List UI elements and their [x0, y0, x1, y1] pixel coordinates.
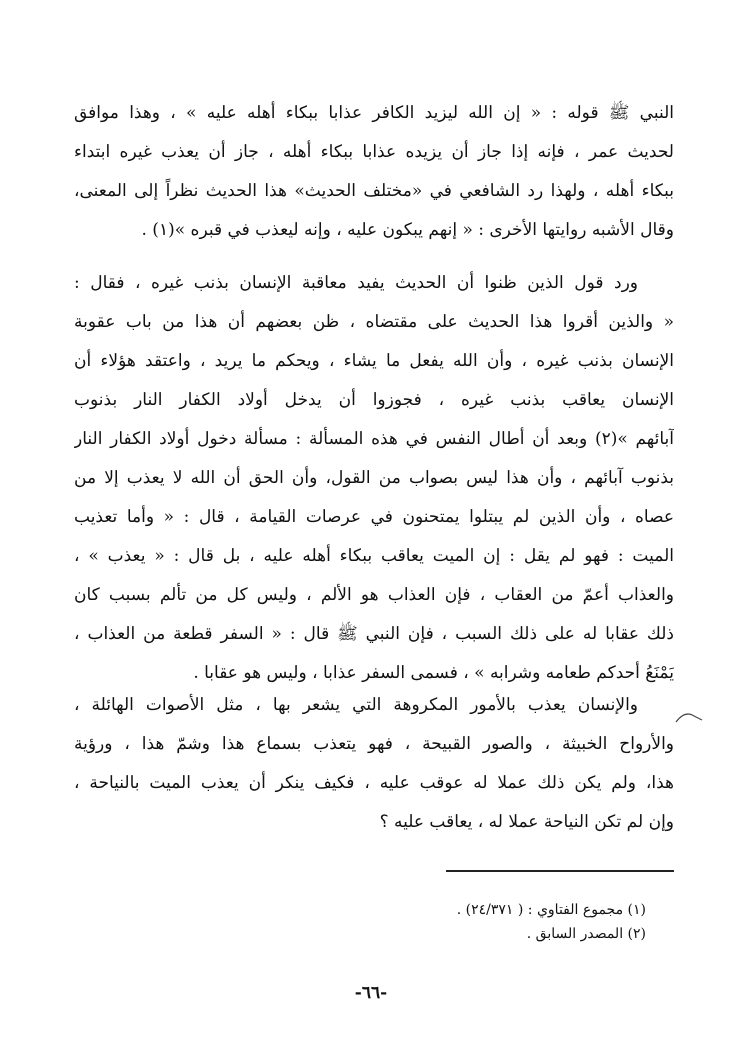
text-line: والإنسان يعذب بالأمور المكروهة التي يشعر بها ، مثل الأصوات الهائلة ، — [74, 695, 638, 715]
text-line: والأرواح الخبيثة ، والصور القبيحة ، فهو يتعذب بسماع هذا وشمّ هذا ، ورؤية — [74, 734, 674, 754]
footnote-2: (٢) المصدر السابق . — [526, 926, 646, 942]
text-line: ببكاء أهله ، ولهذا رد الشافعي في «مختلف الحديث» هذا الحديث نظراً إلى المعنى، — [74, 181, 674, 201]
text-line: ذلك عقابا له على ذلك السبب ، فإن النبي ﷺ قال : « السفر قطعة من العذاب ، — [74, 624, 674, 644]
text-line: وإن لم تكن النياحة عملا له ، يعاقب عليه ؟ — [379, 812, 674, 832]
footnotes — [74, 898, 646, 946]
text-line: « والذين أقروا هذا الحديث على مقتضاه ، ظن بعضهم أن هذا من باب عقوبة — [74, 312, 674, 332]
footnote-divider — [446, 870, 674, 872]
paragraph-2 — [74, 264, 674, 693]
text-line: لحديث عمر ، فإنه إذا جاز أن يزيده عذابا ببكاء أهله ، جاز أن يعذب غيره ابتداء — [74, 142, 674, 162]
text-line: هذا، ولم يكن ذلك عملا له عوقب عليه ، فكيف ينكر أن يعذب الميت بالنياحة ، — [74, 773, 674, 793]
text-line: الميت : فهو لم يقل : إن الميت يعاقب ببكاء أهله عليه ، بل قال : « يعذب » ، — [74, 546, 674, 566]
text-line: بذنوب آبائهم ، وأن هذا ليس بصواب من القول، وأن الحق أن الله لا يعذب إلا من — [74, 468, 674, 488]
page-number: -٦٦- — [354, 983, 388, 1003]
text-line: ورد قول الذين ظنوا أن الحديث يفيد معاقبة الإنسان بذنب غيره ، فقال : — [74, 273, 638, 293]
paragraph-1 — [74, 94, 674, 250]
text-line: الإنسان بذنب غيره ، وأن الله يفعل ما يشاء ، ويحكم ما يريد ، واعتقد هؤلاء أن — [74, 351, 674, 371]
text-line: آبائهم »(٢) وبعد أن أطال النفس في هذه المسألة : مسألة دخول أولاد الكفار النار — [74, 429, 674, 449]
text-line: عصاه ، وأن الذين لم يبتلوا يمتحنون في عرصات القيامة ، قال : « وأما تعذيب — [74, 507, 674, 527]
text-line: الإنسان يعاقب بذنب غيره ، فجوزوا أن يدخل أولاد الكفار النار بذنوب — [74, 390, 674, 410]
text-line: يَمْنَعُ أحدكم طعامه وشرابه » ، فسمى السفر عذابا ، وليس هو عقابا . — [193, 663, 674, 683]
text-line: وقال الأشبه روايتها الأخرى : « إنهم يبكون عليه ، وإنه ليعذب في قبره »(١) . — [141, 220, 674, 240]
margin-pen-mark — [674, 706, 704, 728]
paragraph-3 — [74, 686, 674, 842]
footnote-1: (١) مجموع الفتاوي : ( ٢٤/٣٧١) . — [456, 902, 646, 918]
text-line: والعذاب أعمّ من العقاب ، فإن العذاب هو الألم ، وليس كل من تألم بسبب كان — [74, 585, 674, 605]
text-line: النبي ﷺ قوله : « إن الله ليزيد الكافر عذابا ببكاء أهله عليه » ، وهذا موافق — [74, 103, 674, 123]
